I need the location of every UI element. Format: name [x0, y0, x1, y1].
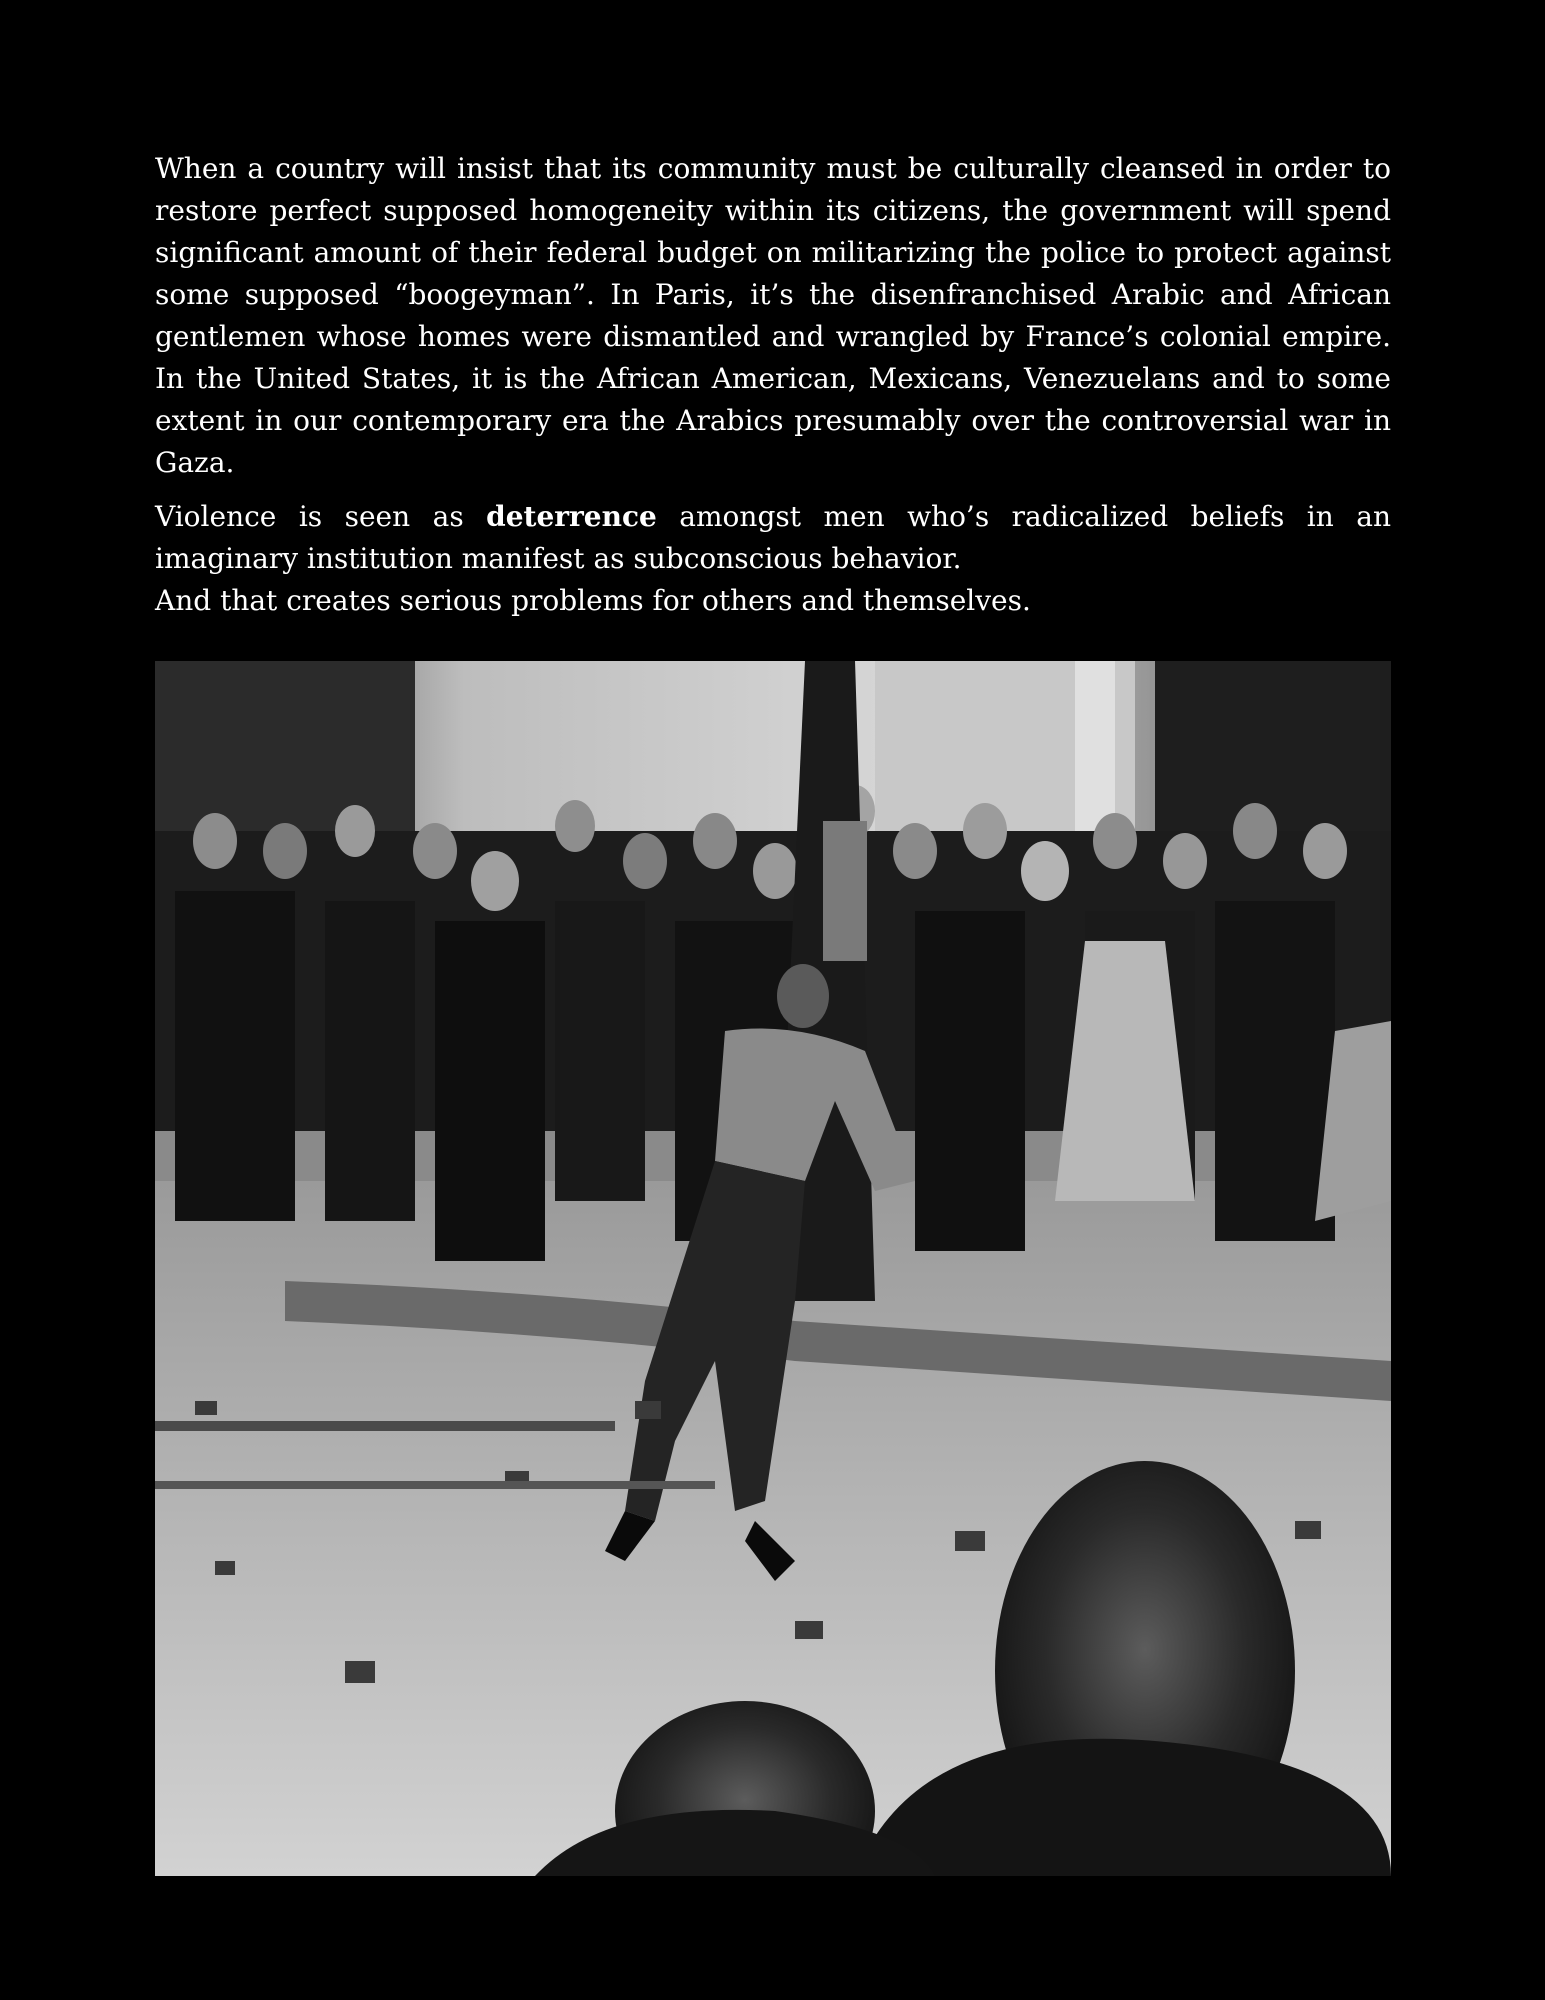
emphasis-deterrence: deterrence [486, 500, 657, 533]
paragraph-2 [155, 496, 1391, 580]
paragraph-2-end: amongst men who’s radicalized beliefs in an imaginary institution manifest as subconscious behavior. [155, 500, 1391, 575]
paragraph-1: When a country will insist that its community must be culturally cleansed in order to restore perfect supposed homogeneity within its citizens, the government will spend significant amount of their federal budget on militarizing the police to protect against some supposed “boogeyman”. In Paris, it’s the disenfranchised Arabic and African gentlemen whose homes were dismantled and wrangled by France’s colonial empire. In the United States, it is the African American, Mexicans, Venezuelans and to some extent in our contemporary era the Arabics presumably over the controversial war in Gaza. [155, 152, 1391, 479]
protest-photograph [155, 661, 1391, 1876]
paragraph-3: And that creates serious problems for others and themselves. [155, 584, 1031, 617]
body-text [155, 148, 1391, 622]
poster-on-tree [823, 821, 867, 961]
photo-illustration [155, 661, 1391, 1876]
paragraph-2-start: Violence is seen as [155, 500, 487, 533]
